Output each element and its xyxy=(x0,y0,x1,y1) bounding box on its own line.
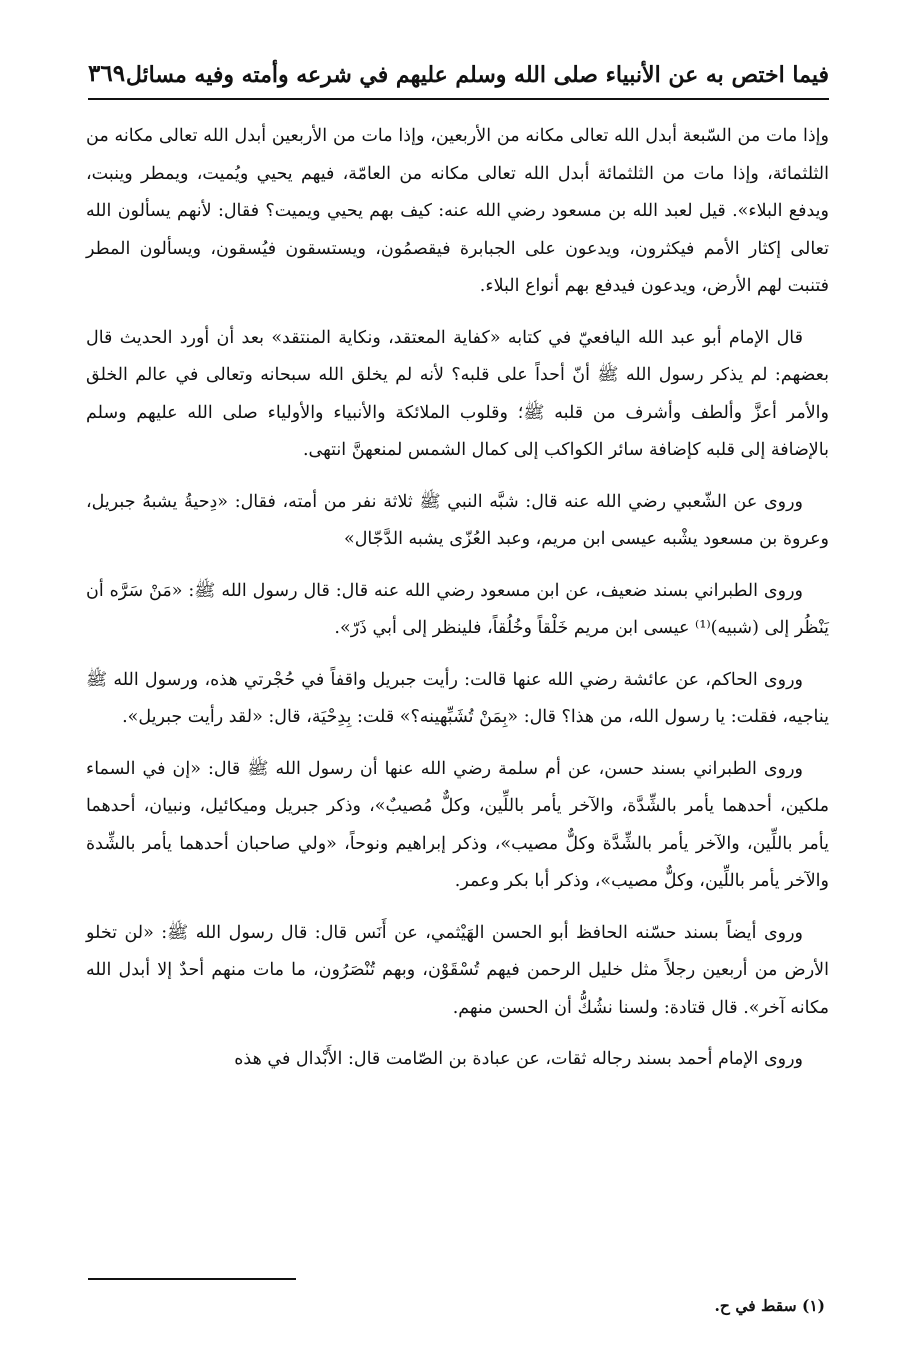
running-title: فيما اختص به عن الأنبياء صلى الله وسلم عليهم في شرعه وأمته وفيه مسائل xyxy=(125,62,829,88)
page-body xyxy=(86,118,829,1093)
footnote-divider xyxy=(88,1278,296,1280)
footnote: (١) سقط في ح. xyxy=(714,1296,825,1315)
paragraph-4: وروى الطبراني بسند ضعيف، عن ابن مسعود رضي الله عنه قال: قال رسول الله ﷺ: «مَنْ سَرَّه أن يَنْظُر إلى (شبيه)⁽¹⁾ عيسى ابن مريم خَلْقاً وخُلُقاً، فلينظر إلى أبي ذَرّ». xyxy=(86,580,829,638)
paragraph-5: وروى الحاكم، عن عائشة رضي الله عنها قالت: رأيت جبريل واقفاً في حُجْرتي هذه، ورسول الله ﷺ يناجيه، فقلت: يا رسول الله، من هذا؟ قال: «بِمَنْ تُشَبِّهينه؟» قلت: بِدِحْيَة، قال: «لقد رأيت جبريل». xyxy=(86,669,829,727)
paragraph-1: وإذا مات من السّبعة أبدل الله تعالى مكانه من الأربعين، وإذا مات من الأربعين أبدل الله تعالى مكانه من الثلثمائة، وإذا مات من الثلثمائة أبدل الله تعالى مكانه من العامّة، فيهم يحيي ويُميت، ويمطر وينبت، ويدفع البلاء». قيل لعبد الله بن مسعود رضي الله عنه: كيف بهم يحيي ويميت؟ فقال: لأنهم يسألون الله تعالى إكثار الأمم فيكثرون، ويدعون على الجبابرة فيقصمُون، ويستسقون فيُسقون، ويسألون المطر فتنبت لهم الأرض، ويدعون فيدفع بهم أنواع البلاء. xyxy=(86,126,829,296)
paragraph-8: وروى الإمام أحمد بسند رجاله ثقات، عن عبادة بن الصّامت قال: الأَبْدال في هذه xyxy=(234,1049,803,1069)
paragraph-3: وروى عن الشّعبي رضي الله عنه قال: شبَّه النبي ﷺ ثلاثة نفر من أمته، فقال: «دِحيةُ يشبهُ جبريل، وعروة بن مسعود يشْبه عيسى ابن مريم، وعبد العُزّى يشبه الدَّجّال» xyxy=(86,491,829,549)
paragraph-7: وروى أيضاً بسند حسّنه الحافظ أبو الحسن الهَيْثمي، عن أَنَس قال: قال رسول الله ﷺ: «لن تخلو الأرض من أربعين رجلاً مثل خليل الرحمن فيهم تُسْقَوْن، وبهم تُنْصَرُون، ما مات منهم أحدٌ إلا أبدل الله مكانه آخر». قال قتادة: ولسنا نشُكُّ أن الحسن منهم. xyxy=(86,922,829,1018)
paragraph-2: قال الإمام أبو عبد الله اليافعيّ في كتابه «كفاية المعتقد، ونكاية المنتقد» بعد أن أورد الحديث قال بعضهم: لم يذكر رسول الله ﷺ أنّ أحداً على قلبه؟ لأنه لم يخلق الله سبحانه وتعالى في عالم الخلق والأمر أعزَّ وألطف وأشرف من قلبه ﷺ؛ وقلوب الملائكة والأنبياء والأولياء صلى الله عليهم وسلم بالإضافة إلى قلبه كإضافة سائر الكواكب إلى كمال الشمس لمنعهنَّ انتهى. xyxy=(86,327,829,460)
page-number: ٣٦٩ xyxy=(88,60,126,87)
page-header xyxy=(88,58,829,100)
paragraph-6: وروى الطبراني بسند حسن، عن أم سلمة رضي الله عنها أن رسول الله ﷺ قال: «إن في السماء ملكين، أحدهما يأمر بالشِّدَّة، والآخر يأمر باللِّين، وكلٌّ مُصيبٌ»، وذكر جبريل وميكائيل، ونبيان، أحدهما يأمر باللِّين، والآخر يأمر بالشِّدَّة وكلٌّ مصيب»، وذكر إبراهيم ونوحاً، «ولي صاحبان أحدهما يأمر بالشِّدة والآخر يأمر باللِّين، وكلٌّ مصيب»، وذكر أبا بكر وعمر. xyxy=(86,758,829,891)
